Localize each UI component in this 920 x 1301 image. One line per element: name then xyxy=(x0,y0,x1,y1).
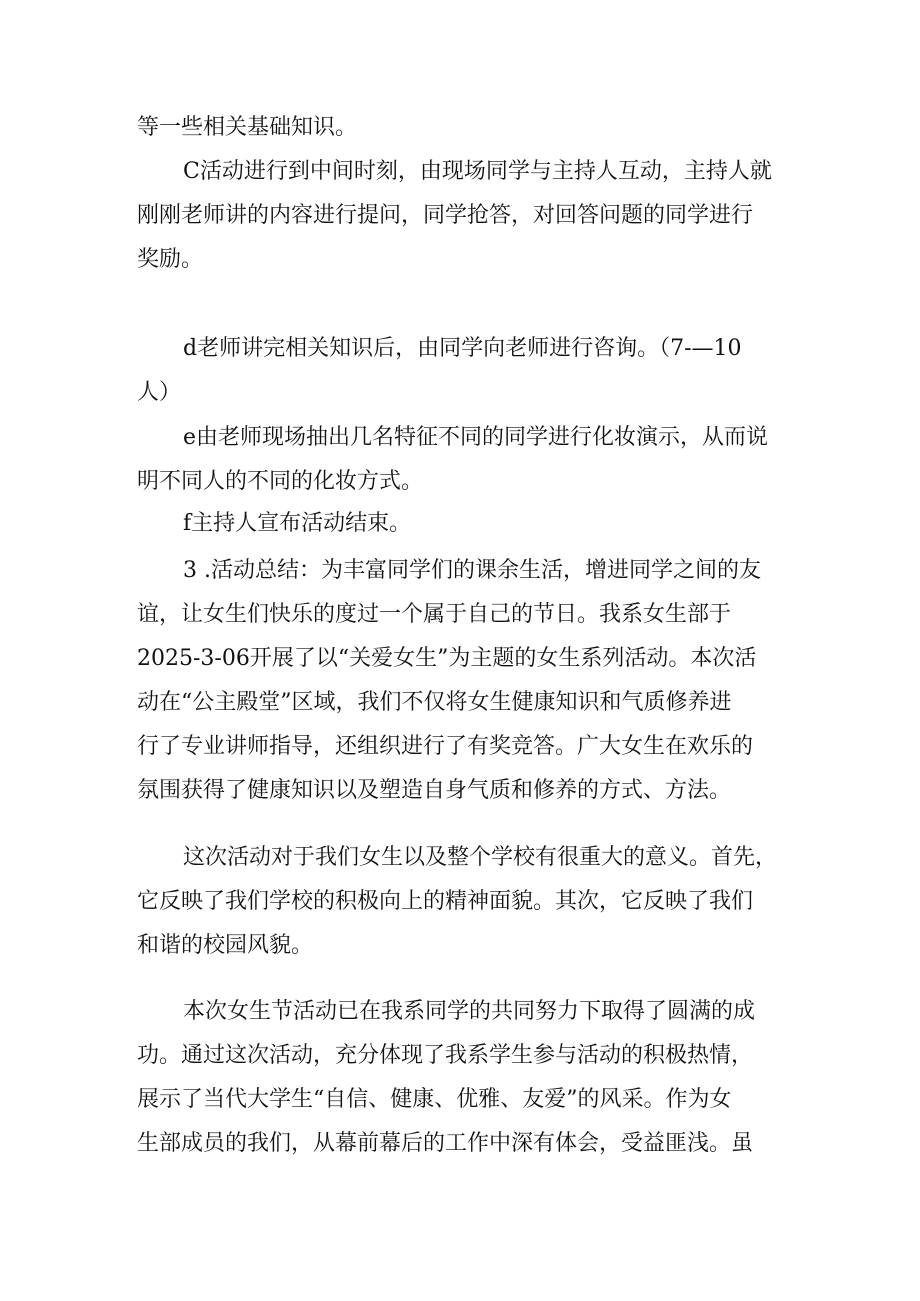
text-line: 3 .活动总结：为丰富同学们的课余生活，增进同学之间的友 xyxy=(183,558,761,583)
text-line: 氛围获得了健康知识以及塑造自身气质和修养的方式、方法。 xyxy=(137,778,732,803)
paragraph-item-d xyxy=(137,327,792,415)
text-line: 人） xyxy=(137,380,182,405)
text-line: e由老师现场抽出几名特征不同的同学进行化妆演示，从而说 xyxy=(183,425,769,450)
text-line: 展示了当代大学生“自信、健康、优雅、友爱”的风采。作为女 xyxy=(137,1087,732,1112)
paragraph-item-e xyxy=(137,416,792,504)
text-line: 动在“公主殿堂”区域，我们不仅将女生健康知识和气质修养进 xyxy=(137,690,732,715)
text-line: 它反映了我们学校的积极向上的精神面貌。其次，它反映了我们 xyxy=(137,889,754,914)
text-line: d老师讲完相关知识后，由同学向老师进行咨询。（7-—10 xyxy=(183,336,742,361)
text-line: 本次女生节活动已在我系同学的共同努力下取得了圆满的成 xyxy=(183,999,756,1024)
text-line: C活动进行到中间时刻，由现场同学与主持人互动，主持人就 xyxy=(183,159,772,184)
paragraph-item-f xyxy=(137,502,792,546)
text-line: 这次活动对于我们女生以及整个学校有很重大的意义。首先， xyxy=(183,845,778,870)
text-line: 行了专业讲师指导，还组织进行了有奖竞答。广大女生在欢乐的 xyxy=(137,734,754,759)
paragraph-item-c xyxy=(137,150,792,282)
text-line: 刚刚老师讲的内容进行提问，同学抢答，对回答问题的同学进行 xyxy=(137,203,754,228)
text-line: 奖励。 xyxy=(137,247,204,272)
text-line: 和谐的校园风貌。 xyxy=(137,933,314,958)
text-line: 生部成员的我们，从幕前幕后的工作中深有体会，受益匪浅。虽 xyxy=(137,1131,754,1156)
text-line: 等一些相关基础知识。 xyxy=(137,115,358,140)
paragraph-significance xyxy=(137,836,792,968)
text-line: 功。通过这次活动，充分体现了我系学生参与活动的积极热情， xyxy=(137,1043,754,1068)
text-line: 谊，让女生们快乐的度过一个属于自己的节日。我系女生部于 xyxy=(137,602,732,627)
text-line: 明不同人的不同的化妆方式。 xyxy=(137,469,424,494)
paragraph-summary xyxy=(137,549,792,813)
paragraph-continuation xyxy=(137,106,792,150)
text-line: f主持人宣布活动结束。 xyxy=(183,511,412,536)
text-line: 2025-3-06开展了以“关爱女生”为主题的女生系列活动。本次活 xyxy=(137,646,757,671)
paragraph-conclusion xyxy=(137,990,792,1166)
